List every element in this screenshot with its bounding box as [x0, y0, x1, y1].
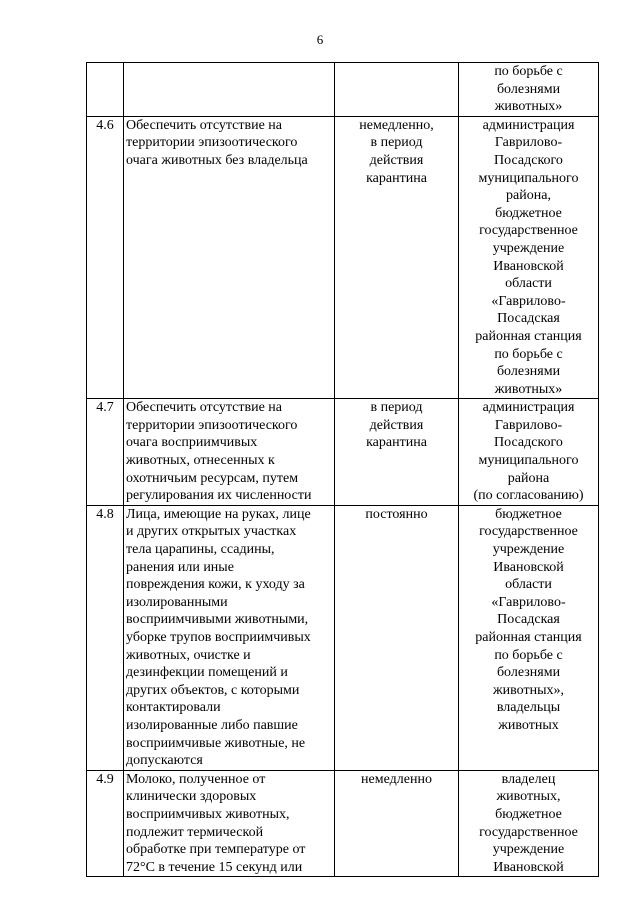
term-cell	[335, 505, 459, 770]
item-number: 4.8	[96, 506, 114, 522]
measure-cell	[124, 399, 335, 506]
measure-cell	[124, 116, 335, 399]
item-number: 4.6	[96, 117, 114, 133]
measure-cell	[124, 505, 335, 770]
responsible-cell	[459, 63, 599, 117]
term-cell	[335, 116, 459, 399]
measure-text: Молоко, полученное от клинически здоровых восприимчивых животных, подлежит термической обработке при температуре от 72°С в течение 15 секунд или	[126, 771, 306, 875]
responsible-text: администрация Гаврилово- Посадского муниципального района (по согласованию)	[473, 400, 584, 504]
item-number-cell	[87, 399, 124, 506]
responsible-text: бюджетное государственное учреждение Ивановской области «Гаврилово- Посадская районная станция по борьбе с болезнями животных», владельцы животных	[475, 506, 582, 733]
measures-table	[86, 62, 599, 877]
term-cell	[335, 63, 459, 117]
table-row	[87, 63, 599, 117]
responsible-cell	[459, 505, 599, 770]
table-row	[87, 399, 599, 506]
responsible-cell	[459, 116, 599, 399]
measure-cell	[124, 770, 335, 877]
item-number-cell	[87, 63, 124, 117]
term-cell	[335, 399, 459, 506]
page-number: 6	[316, 32, 324, 47]
item-number-cell	[87, 116, 124, 399]
term-text: постоянно	[365, 506, 428, 522]
item-number-cell	[87, 505, 124, 770]
table-row	[87, 505, 599, 770]
responsible-cell	[459, 399, 599, 506]
term-text: немедленно	[361, 771, 432, 787]
responsible-cell	[459, 770, 599, 877]
measure-text: Обеспечить отсутствие на территории эпизоотического очага животных без владельца	[126, 117, 308, 168]
term-cell	[335, 770, 459, 877]
responsible-text: по борьбе с болезнями животных»	[494, 64, 563, 115]
responsible-text: администрация Гаврилово- Посадского муниципального района, бюджетное государственное учреждение Ивановской области «Гаврилово- Посадская районная станция по борьбе с болезнями животных»	[475, 117, 582, 397]
table-row	[87, 770, 599, 877]
measure-cell	[124, 63, 335, 117]
term-text: в период действия карантина	[366, 400, 427, 451]
item-number: 4.9	[96, 771, 114, 787]
item-number-cell	[87, 770, 124, 877]
responsible-text: владелец животных, бюджетное государственное учреждение Ивановской	[479, 771, 578, 875]
measure-text: Лица, имеющие на руках, лице и других открытых участках тела царапины, ссадины, ранения или иные повреждения кожи, к уходу за изолированными восприимчивыми животными, уборке трупов восприимчивых животных, очистке и дезинфекции помещений и других объектов, с которыми контактировали изолированные либо павшие восприимчивые животные, не допускаются	[126, 506, 311, 769]
table-row	[87, 116, 599, 399]
item-number: 4.7	[96, 400, 114, 416]
measure-text: Обеспечить отсутствие на территории эпизоотического очага восприимчивых животных, отнесенных к охотничьим ресурсам, путем регулирования их численности	[126, 400, 312, 504]
term-text: немедленно, в период действия карантина	[359, 117, 434, 186]
